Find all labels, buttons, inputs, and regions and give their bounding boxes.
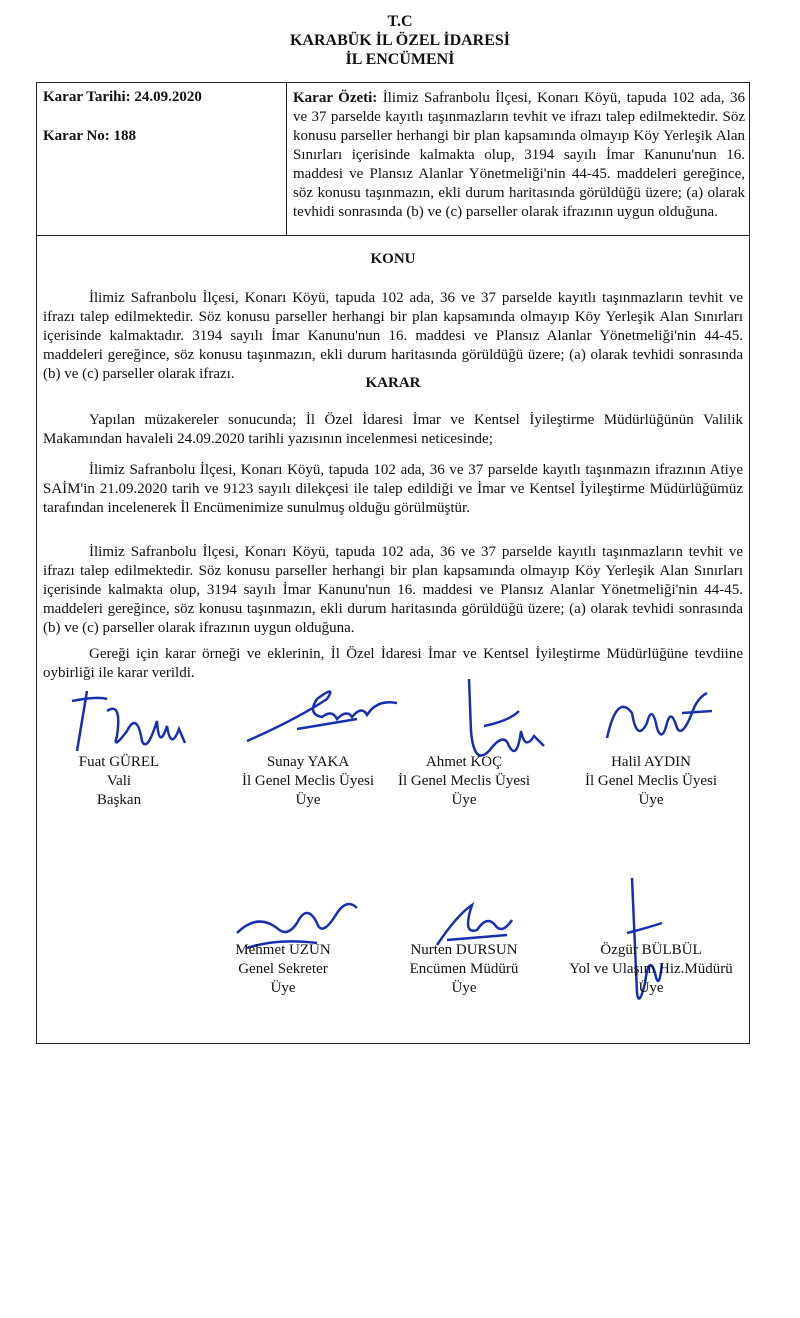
signature-block-6: [364, 941, 564, 998]
signer-title: Genel Sekreter: [238, 961, 328, 977]
signer-title: Vali: [106, 773, 132, 789]
signer-name: Özgür BÜLBÜL: [600, 942, 702, 958]
decision-meta: [37, 83, 287, 235]
signer-role: Üye: [638, 792, 664, 808]
signature-block-4: [551, 753, 751, 810]
signer-role: Başkan: [96, 792, 142, 808]
summary-text: İlimiz Safranbolu İlçesi, Konarı Köyü, tapuda 102 ada, 36 ve 37 parselde kayıtlı taşınmazların tevhit ve ifrazı talep edilmektedir. Söz konusu parseller herhangi bir plan kapsamında olmayıp Köy Yerleşik Alan Sınırları içerisinde kalmakta olup, 3194 sayılı İmar Kanunu'nun 16. maddesi ve Plansız Alanlar Yönetmeliği'nin 44-45. maddeleri gereğince, söz konusu taşınmazın, ekli durum haritasında görüldüğü üzere; (a) olarak tevhidi sonrasında (b) ve (c) parseller olarak ifrazının uygun olduğuna.: [293, 90, 746, 220]
signer-title: Encümen Müdürü: [409, 961, 519, 977]
signer-title: Yol ve Ulaşım Hiz.Müdürü: [569, 961, 733, 977]
signer-title: İl Genel Meclis Üyesi: [584, 773, 718, 789]
decision-meta-row: [37, 83, 749, 236]
signer-title: İl Genel Meclis Üyesi: [241, 773, 375, 789]
signature-block-5: [183, 941, 383, 998]
header-institution: KARABÜK İL ÖZEL İDARESİ: [289, 32, 511, 49]
header-council: İL ENCÜMENİ: [345, 51, 455, 68]
signer-name: Mehmet UZUN: [235, 942, 331, 958]
decision-frame: [36, 82, 750, 1044]
signature-block-1: [19, 753, 219, 810]
decision-date: Karar Tarihi: 24.09.2020: [43, 89, 202, 105]
signature-block-7: [551, 941, 751, 998]
blank-page-area: [0, 1044, 800, 1318]
signature-scribble-gurel: [67, 681, 207, 761]
karar-paragraph-3: İlimiz Safranbolu İlçesi, Konarı Köyü, tapuda 102 ada, 36 ve 37 parselde kayıtlı taşınmazların tevhit ve ifrazı talep edilmektedir. Söz konusu parseller herhangi bir plan kapsamında olmayıp Köy Yerleşik Alan Sınırları içerisinde kalmakta olup, 3194 sayılı İmar Kanunu'nun 16. maddesi ve Plansız Alanlar Yönetmeliği'nin 44-45. maddeleri gereğince, söz konusu taşınmazın, ekli durum haritasında görüldüğü üzere; (a) olarak tevhidi sonrasında (b) ve (c) parseller olarak ifrazının uygun olduğuna.: [43, 544, 743, 636]
signer-name: Nurten DURSUN: [410, 942, 518, 958]
signature-block-3: [364, 753, 564, 810]
karar-paragraph-1: Yapılan müzakereler sonucunda; İl Özel İdaresi İmar ve Kentsel İyileştirme Müdürlüğünün Valilik Makamından havaleli 24.09.2020 tarihli yazısının incelenmesi neticesinde;: [43, 412, 743, 447]
signer-role: Üye: [295, 792, 321, 808]
signer-name: Fuat GÜREL: [78, 754, 160, 770]
signer-role: Üye: [270, 980, 296, 996]
signer-title: İl Genel Meclis Üyesi: [397, 773, 531, 789]
header-tc: T.C: [387, 13, 413, 30]
decision-summary: [293, 89, 745, 222]
konu-title: KONU: [370, 251, 416, 267]
signature-scribble-aydin: [597, 683, 727, 753]
decision-number: Karar No: 188: [43, 128, 137, 144]
signature-scribble-yaka: [237, 679, 417, 749]
document-header: [0, 12, 800, 69]
signer-role: Üye: [451, 980, 477, 996]
signer-name: Sunay YAKA: [266, 754, 350, 770]
summary-label: Karar Özeti:: [293, 90, 378, 106]
signer-role: Üye: [451, 792, 477, 808]
karar-title: KARAR: [365, 375, 421, 391]
karar-paragraph-2: İlimiz Safranbolu İlçesi, Konarı Köyü, tapuda 102 ada, 36 ve 37 parselde kayıtlı taşınmazın ifrazının Atiye SAİM'in 21.09.2020 tarih ve 9123 sayılı dilekçesi ile talep edildiği ve İmar ve Kentsel İyileştirme Müdürlüğümüz tarafından incelenerek İl Encümenimize sunulmuş olduğu görülmüştür.: [43, 462, 743, 516]
konu-text: İlimiz Safranbolu İlçesi, Konarı Köyü, tapuda 102 ada, 36 ve 37 parselde kayıtlı taşınmazların tevhit ve ifrazı talep edilmektedir. Söz konusu parseller herhangi bir plan kapsamında olmayıp Köy Yerleşik Alan Sınırları içerisinde kalmaktadır. 3194 sayılı İmar Kanunu'nun 16. maddesi ve Plansız Alanlar Yönetmeliği'nin 44-45. maddeleri gereğince, söz konusu taşınmazın, ekli durum haritasında görüldüğü üzere; (a) olarak tevhidi sonrasında (b) ve (c) parseller olarak ifrazı.: [43, 290, 743, 382]
signer-role: Üye: [638, 980, 664, 996]
signer-name: Halil AYDIN: [611, 754, 691, 770]
karar-paragraph-4: Gereği için karar örneği ve eklerinin, İl Özel İdaresi İmar ve Kentsel İyileştirme Müdürlüğüne tevdiine oybirliği ile karar verildi.: [43, 646, 743, 681]
signer-name: Ahmet KOÇ: [425, 754, 503, 770]
